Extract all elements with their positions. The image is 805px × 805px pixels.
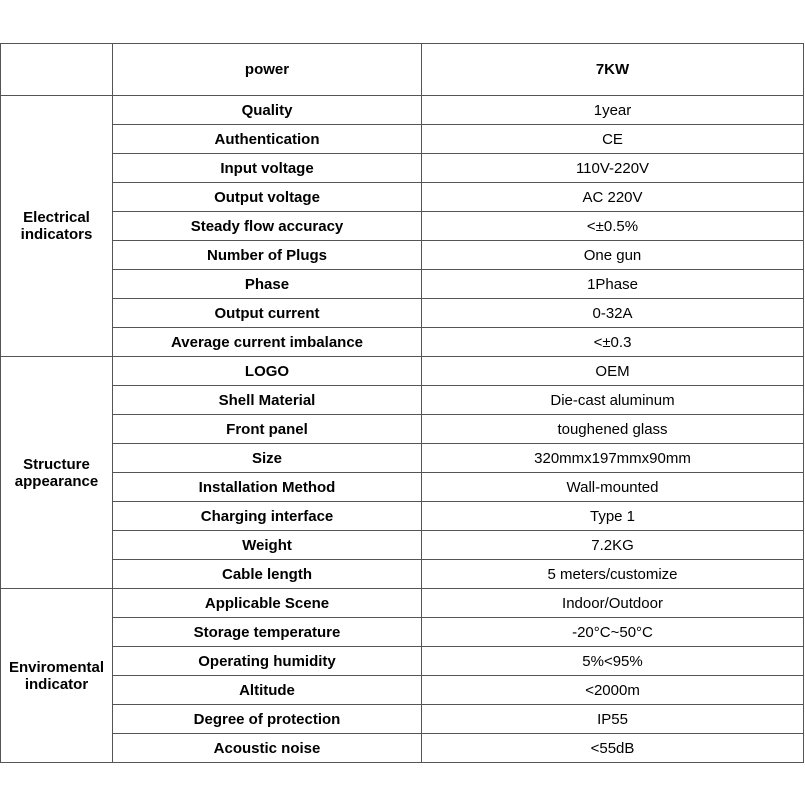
spec-label: Shell Material: [113, 386, 422, 415]
table-row: [1, 560, 804, 589]
table-row: [1, 270, 804, 299]
header-corner-cell: [1, 44, 113, 96]
table-row: [1, 589, 804, 618]
group-structure-appearance: Structure appearance: [1, 357, 113, 589]
spec-value: <±0.5%: [422, 212, 804, 241]
table-row: [1, 212, 804, 241]
table-row: [1, 154, 804, 183]
spec-value: -20°C~50°C: [422, 618, 804, 647]
spec-value: 5 meters/customize: [422, 560, 804, 589]
table-row: [1, 183, 804, 212]
spec-value: <55dB: [422, 734, 804, 763]
spec-label: Number of Plugs: [113, 241, 422, 270]
spec-value: 320mmx197mmx90mm: [422, 444, 804, 473]
spec-label: Storage temperature: [113, 618, 422, 647]
spec-value: One gun: [422, 241, 804, 270]
spec-label: Output current: [113, 299, 422, 328]
table-row: [1, 415, 804, 444]
spec-label: Operating humidity: [113, 647, 422, 676]
spec-label: Cable length: [113, 560, 422, 589]
spec-value: 110V-220V: [422, 154, 804, 183]
spec-value: 0-32A: [422, 299, 804, 328]
spec-value: 5%<95%: [422, 647, 804, 676]
table-row: [1, 676, 804, 705]
spec-label: Charging interface: [113, 502, 422, 531]
table-row: [1, 125, 804, 154]
spec-value: toughened glass: [422, 415, 804, 444]
group-enviromental-indicator: Enviromental indicator: [1, 589, 113, 763]
table-row: [1, 647, 804, 676]
table-row: [1, 473, 804, 502]
header-value: 7KW: [422, 44, 804, 96]
spec-table-body: [1, 44, 804, 763]
table-row: [1, 618, 804, 647]
spec-label: Authentication: [113, 125, 422, 154]
spec-value: Indoor/Outdoor: [422, 589, 804, 618]
spec-value: 1year: [422, 96, 804, 125]
spec-value: IP55: [422, 705, 804, 734]
spec-value: 1Phase: [422, 270, 804, 299]
spec-label: Installation Method: [113, 473, 422, 502]
group-electrical-indicators: Electrical indicators: [1, 96, 113, 357]
spec-table: [0, 43, 804, 763]
spec-value: OEM: [422, 357, 804, 386]
header-row: [1, 44, 804, 96]
spec-value: AC 220V: [422, 183, 804, 212]
table-row: [1, 734, 804, 763]
header-label: power: [113, 44, 422, 96]
spec-value: 7.2KG: [422, 531, 804, 560]
table-row: [1, 328, 804, 357]
spec-label: Degree of protection: [113, 705, 422, 734]
table-row: [1, 241, 804, 270]
spec-label: Acoustic noise: [113, 734, 422, 763]
spec-label: Size: [113, 444, 422, 473]
spec-value: Type 1: [422, 502, 804, 531]
spec-value: <±0.3: [422, 328, 804, 357]
spec-label: Quality: [113, 96, 422, 125]
spec-value: Wall-mounted: [422, 473, 804, 502]
table-row: [1, 96, 804, 125]
spec-label: LOGO: [113, 357, 422, 386]
spec-label: Phase: [113, 270, 422, 299]
spec-value: <2000m: [422, 676, 804, 705]
table-row: [1, 531, 804, 560]
spec-value: CE: [422, 125, 804, 154]
table-row: [1, 444, 804, 473]
spec-label: Weight: [113, 531, 422, 560]
spec-label: Input voltage: [113, 154, 422, 183]
table-row: [1, 502, 804, 531]
spec-label: Output voltage: [113, 183, 422, 212]
table-row: [1, 386, 804, 415]
spec-label: Average current imbalance: [113, 328, 422, 357]
spec-label: Altitude: [113, 676, 422, 705]
table-row: [1, 705, 804, 734]
spec-label: Front panel: [113, 415, 422, 444]
spec-value: Die-cast aluminum: [422, 386, 804, 415]
table-row: [1, 299, 804, 328]
spec-label: Steady flow accuracy: [113, 212, 422, 241]
spec-label: Applicable Scene: [113, 589, 422, 618]
table-row: [1, 357, 804, 386]
